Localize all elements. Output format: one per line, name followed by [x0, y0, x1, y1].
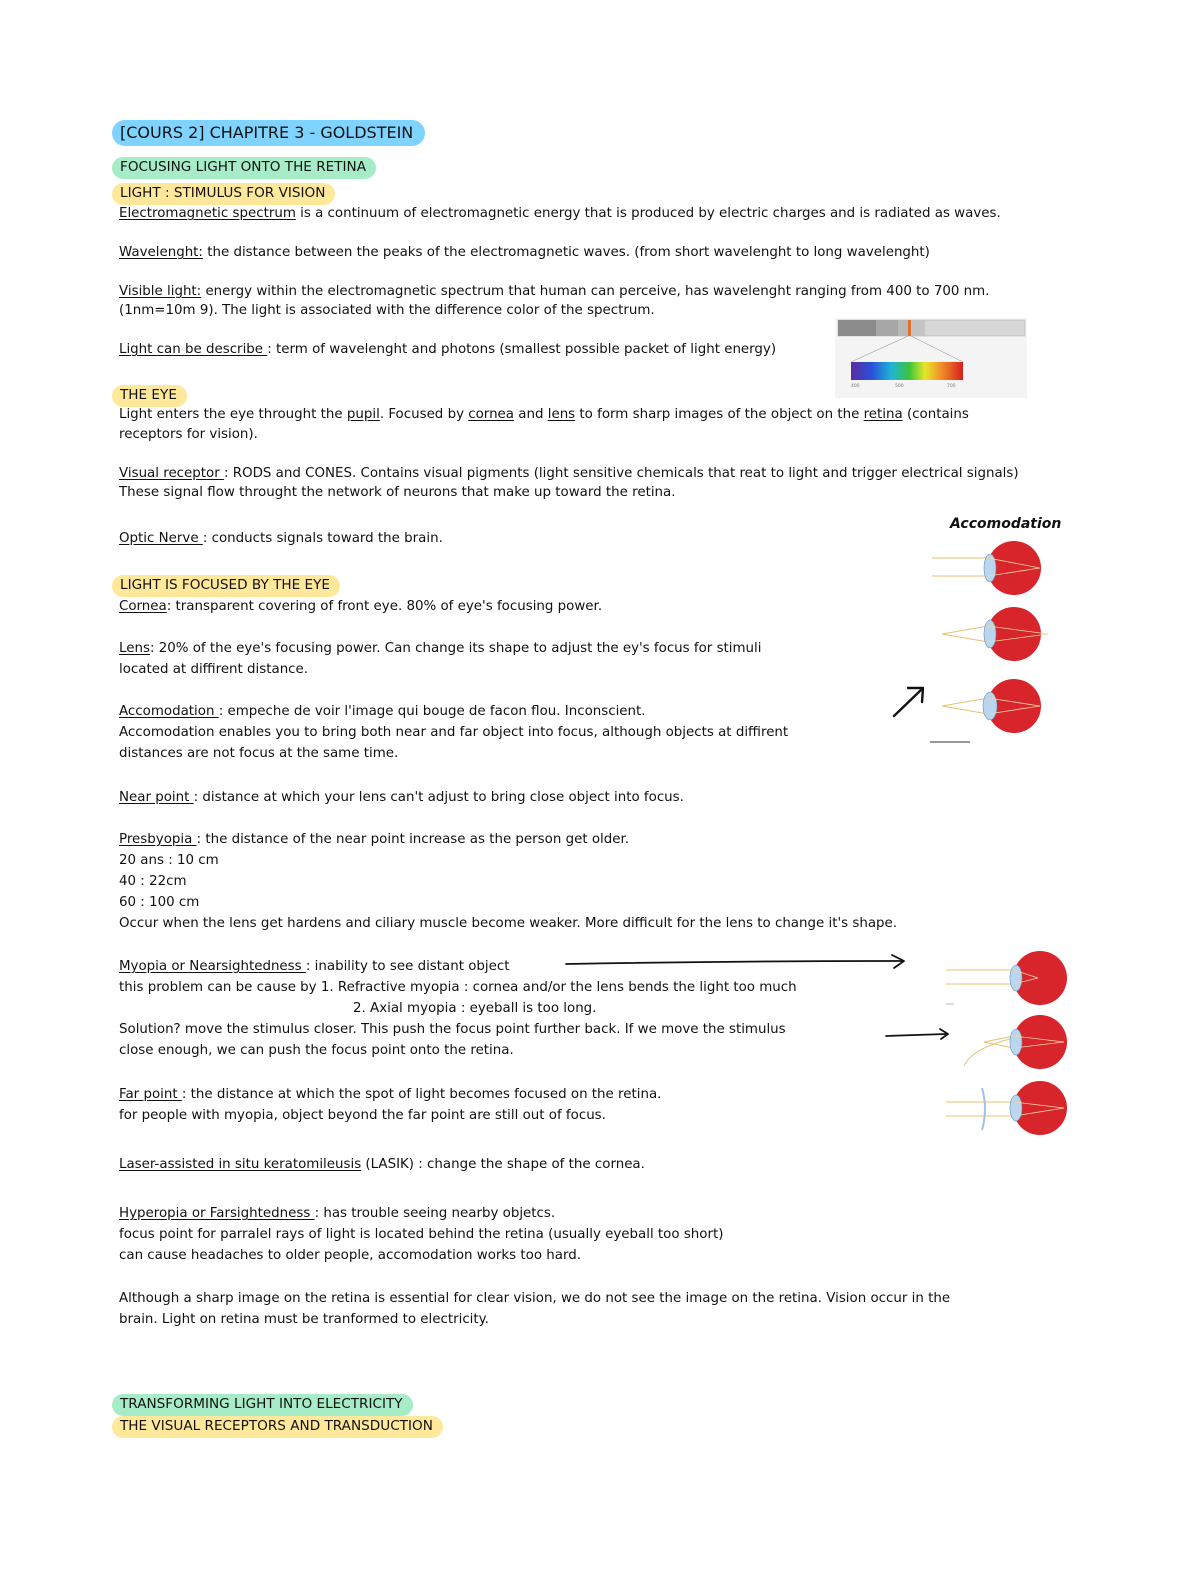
- accomodation-figure: [928, 538, 1074, 748]
- paragraph-near-point: Near point : distance at which your lens can't adjust to bring close object into focus.: [119, 790, 684, 805]
- subheading-light-stimulus: LIGHT : STIMULUS FOR VISION: [112, 182, 335, 205]
- paragraph-hyperopia-3: can cause headaches to older people, accomodation works too hard.: [119, 1248, 582, 1263]
- em-spectrum-figure: [835, 318, 1027, 398]
- arrow-myopia-icon: [562, 952, 910, 974]
- eye-diagram-1: [932, 541, 1041, 600]
- paragraph-light-describe: Light can be describe : term of wavelenght and photons (smallest possible packet of light energy): [119, 342, 777, 357]
- subheading-the-eye: THE EYE: [112, 384, 187, 407]
- paragraph-lens: Lens: 20% of the eye's focusing power. Can change its shape to adjust the ey's focus for stimuli: [119, 641, 762, 656]
- paragraph-conclusion-2: brain. Light on retina must be tranformed to electricity.: [119, 1312, 489, 1327]
- paragraph-presbyopia: Presbyopia : the distance of the near point increase as the person get older.: [119, 832, 630, 847]
- subheading-visual-receptors: THE VISUAL RECEPTORS AND TRANSDUCTION: [112, 1415, 443, 1438]
- paragraph-myopia-2: this problem can be cause by 1. Refractive myopia : cornea and/or the lens bends the light too much: [119, 980, 797, 995]
- eye-diagram-2: [942, 607, 1048, 661]
- paragraph-em-spectrum: Electromagnetic spectrum is a continuum of electromagnetic energy that is produced by electric charges and is radiated as waves.: [119, 206, 1001, 221]
- paragraph-conclusion: Although a sharp image on the retina is essential for clear vision, we do not see the image on the retina. Vision occur in the: [119, 1291, 951, 1306]
- svg-text:700: 700: [947, 384, 956, 389]
- presbyopia-age-60: 60 : 100 cm: [119, 895, 200, 910]
- page-title-text: [COURS 2] CHAPITRE 3 - GOLDSTEIN: [112, 120, 425, 146]
- paragraph-lens-2: located at diffirent distance.: [119, 662, 309, 677]
- paragraph-lasik: Laser-assisted in situ keratomileusis (LASIK) : change the shape of the cornea.: [119, 1157, 645, 1172]
- paragraph-accomodation-3: distances are not focus at the same time.: [119, 746, 399, 761]
- eye-diagram-3: [942, 679, 1041, 733]
- paragraph-myopia-3: 2. Axial myopia : eyeball is too long.: [353, 1001, 597, 1016]
- myopia-eye-1: [946, 951, 1067, 1005]
- paragraph-presbyopia-cause: Occur when the lens get hardens and ciliary muscle become weaker. More difficult for the lens to change it's shape.: [119, 916, 898, 931]
- myopia-eye-2: [964, 1015, 1067, 1069]
- paragraph-eye-light: Light enters the eye throught the pupil. Focused by cornea and lens to form sharp images of the object on the retina (contains: [119, 407, 969, 422]
- paragraph-optic-nerve: Optic Nerve : conducts signals toward the brain.: [119, 531, 443, 546]
- paragraph-eye-light-2: receptors for vision).: [119, 427, 258, 442]
- paragraph-visible-light-2: (1nm=10m 9). The light is associated with the difference color of the spectrum.: [119, 303, 655, 318]
- paragraph-accomodation-2: Accomodation enables you to bring both near and far object into focus, although objects at diffirent: [119, 725, 789, 740]
- paragraph-visible-light: Visible light: energy within the electromagnetic spectrum that human can perceive, has wavelenght ranging from 400 to 700 nm.: [119, 284, 990, 299]
- paragraph-far-point-2: for people with myopia, object beyond the far point are still out of focus.: [119, 1108, 606, 1123]
- myopia-eye-3: [946, 1081, 1067, 1135]
- paragraph-cornea: Cornea: transparent covering of front eye. 80% of eye's focusing power.: [119, 599, 603, 614]
- paragraph-accomodation: Accomodation : empeche de voir l'image qui bouge de facon flou. Inconscient.: [119, 704, 646, 719]
- accomodation-caption: Accomodation: [950, 516, 1062, 532]
- svg-text:500: 500: [895, 384, 904, 389]
- section-heading-transforming: TRANSFORMING LIGHT INTO ELECTRICITY: [112, 1393, 413, 1416]
- paragraph-hyperopia: Hyperopia or Farsightedness : has trouble seeing nearby objetcs.: [119, 1206, 556, 1221]
- presbyopia-age-20: 20 ans : 10 cm: [119, 853, 219, 868]
- page-title: [112, 120, 425, 146]
- paragraph-visual-receptor: Visual receptor : RODS and CONES. Contains visual pigments (light sensitive chemicals that reat to light and trigger electrical signals): [119, 466, 1019, 481]
- paragraph-myopia-5: close enough, we can push the focus point onto the retina.: [119, 1043, 514, 1058]
- paragraph-far-point: Far point : the distance at which the spot of light becomes focused on the retina.: [119, 1087, 662, 1102]
- paragraph-visual-receptor-2: These signal flow throught the network of neurons that make up toward the retina.: [119, 485, 676, 500]
- paragraph-wavelength: Wavelenght: the distance between the peaks of the electromagnetic waves. (from short wavelenght to long wavelenght): [119, 245, 930, 260]
- paragraph-myopia-4: Solution? move the stimulus closer. This push the focus point further back. If we move the stimulus: [119, 1022, 786, 1037]
- paragraph-hyperopia-2: focus point for parralel rays of light is located behind the retina (usually eyeball too short): [119, 1227, 724, 1242]
- subheading-light-focused: LIGHT IS FOCUSED BY THE EYE: [112, 574, 340, 597]
- section-heading-focusing: FOCUSING LIGHT ONTO THE RETINA: [112, 156, 376, 179]
- myopia-figure: [942, 948, 1070, 1136]
- svg-text:400: 400: [851, 384, 860, 389]
- arrow-to-accomodation-icon: [888, 682, 932, 722]
- presbyopia-age-40: 40 : 22cm: [119, 874, 187, 889]
- paragraph-myopia: Myopia or Nearsightedness : inability to see distant object: [119, 959, 510, 974]
